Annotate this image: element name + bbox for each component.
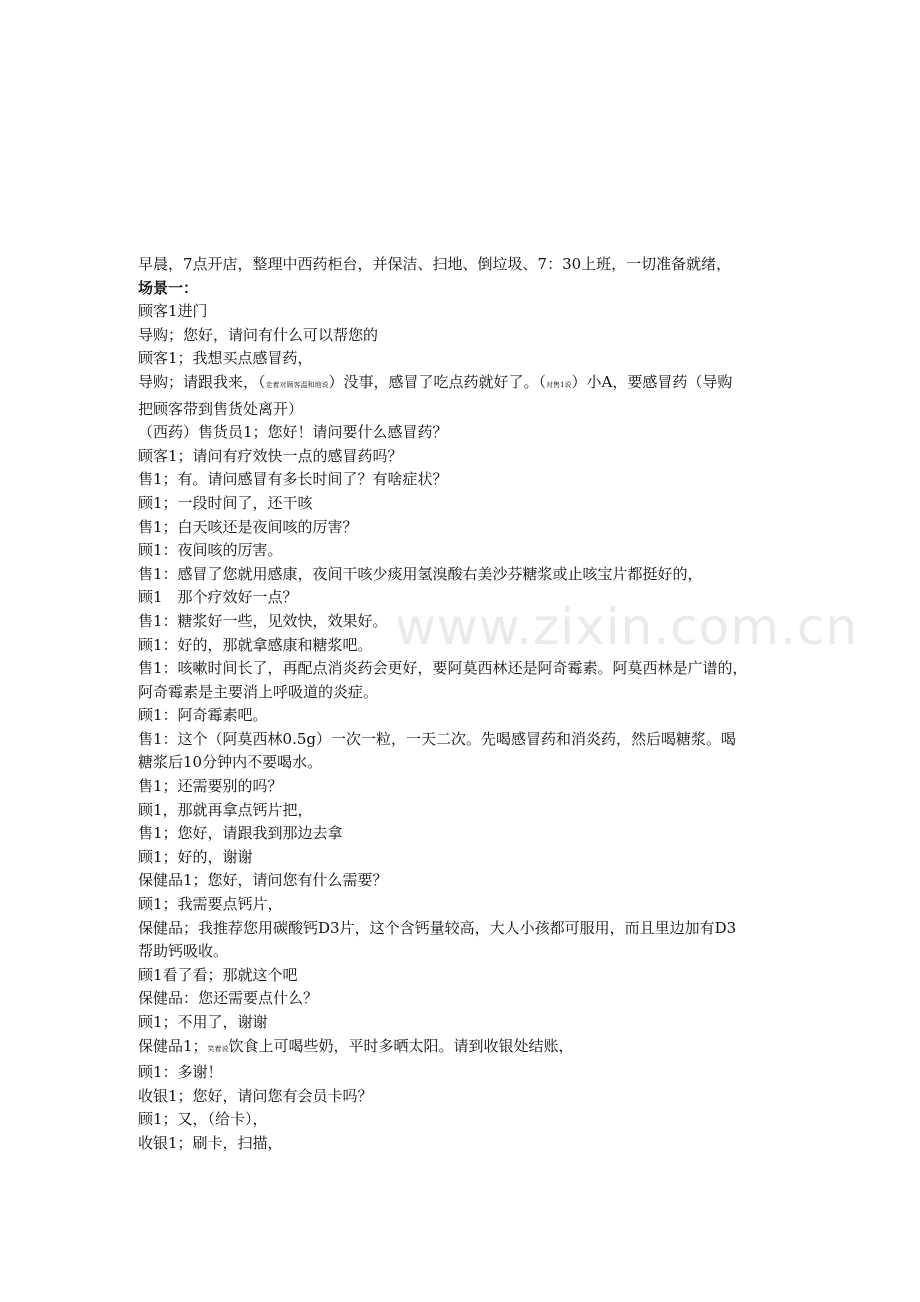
text-line: 售1：这个（阿莫西林0.5g）一次一粒，一天二次。先喝感冒药和消炎药，然后喝糖浆。喝 bbox=[138, 729, 737, 748]
line-segment: 饮食上可喝些奶，平时多晒太阳。请到收银处结账， bbox=[228, 1036, 574, 1055]
text-line: 早晨，7点开店，整理中西药柜台，并保洁、扫地、倒垃圾、7：30上班，一切准备就绪， bbox=[138, 255, 732, 273]
line-segment: 导购；请跟我来，（ bbox=[138, 372, 266, 391]
text-line: 帮助钙吸收。 bbox=[138, 942, 229, 961]
text-line: 顾1：多谢！ bbox=[138, 1063, 223, 1082]
line-segment: 保健品1； bbox=[138, 1036, 208, 1055]
text-line: 顾1；一段时间了，还干咳 bbox=[138, 493, 313, 512]
text-line: 售1：糖浆好一些，见效快，效果好。 bbox=[138, 611, 388, 630]
text-line: 售1；您好，请跟我到那边去拿 bbox=[138, 824, 343, 843]
text-line bbox=[138, 371, 788, 398]
text-line: 顾1；又，（给卡）， bbox=[138, 1110, 268, 1129]
text-line: 顾客1；请问有疗效快一点的感冒药吗？ bbox=[138, 446, 403, 465]
text-line: 顾客1；我想买点感冒药， bbox=[138, 349, 313, 368]
text-line: 顾1；我需要点钙片， bbox=[138, 895, 283, 914]
text-line: 保健品1；您好，请问您有什么需要？ bbox=[138, 871, 388, 890]
text-line: 把顾客带到售货处离开） bbox=[138, 399, 304, 418]
text-line: 收银1；刷卡，扫描， bbox=[138, 1133, 283, 1152]
text-line: 保健品；我推荐您用碳酸钙D3片，这个含钙量较高，大人小孩都可服用，而且里边加有D3 bbox=[138, 918, 737, 937]
watermark: www.zixin.com.cn bbox=[395, 598, 859, 656]
text-line: 售1：感冒了您就用感康，夜间干咳少痰用氢溴酸右美沙芬糖浆或止咳宝片都挺好的， bbox=[138, 564, 703, 583]
text-line bbox=[138, 1035, 788, 1062]
line-segment: ）没事，感冒了吃点药就好了。（ bbox=[328, 372, 547, 391]
section-heading: 场景一： bbox=[138, 278, 199, 297]
text-line: 顾1；不用了，谢谢 bbox=[138, 1013, 268, 1031]
text-line: 售1；还需要别的吗？ bbox=[138, 777, 283, 796]
text-line: 顾1，那就再拿点钙片把， bbox=[138, 800, 313, 819]
text-line: 顾1：好的，那就拿感康和糖浆吧。 bbox=[138, 635, 373, 654]
text-line: （西药）售货员1；您好！请问要什么感冒药？ bbox=[138, 423, 448, 442]
text-line: 收银1；您好，请问您有会员卡吗？ bbox=[138, 1086, 373, 1105]
stage-direction: 笑着说 bbox=[207, 1044, 229, 1053]
text-line: 顾1看了看；那就这个吧 bbox=[138, 965, 298, 984]
text-line: 阿奇霉素是主要消上呼吸道的炎症。 bbox=[138, 682, 379, 701]
text-line: 售1；有。请问感冒有多长时间了？有啥症状？ bbox=[138, 470, 448, 489]
text-line: 售1：咳嗽时间长了，再配点消炎药会更好，要阿莫西林还是阿奇霉素。阿莫西林是广谱的， bbox=[138, 659, 748, 678]
text-line: 顾1：阿奇霉素吧。 bbox=[138, 706, 268, 725]
text-line: 顾1：夜间咳的厉害。 bbox=[138, 541, 283, 560]
stage-direction: 走着对顾客温和地说 bbox=[265, 380, 329, 389]
script-body bbox=[138, 253, 788, 1156]
line-segment: ）小A，要感冒药（导购 bbox=[571, 372, 733, 391]
stage-direction: 对售1说 bbox=[546, 380, 572, 389]
text-line: 导购；您好，请问有什么可以帮您的 bbox=[138, 325, 379, 344]
text-line: 顾客1进门 bbox=[138, 302, 208, 321]
text-line: 顾1；好的，谢谢 bbox=[138, 847, 253, 866]
text-line: 糖浆后10分钟内不要喝水。 bbox=[138, 753, 323, 772]
text-line: 保健品：您还需要点什么？ bbox=[138, 989, 319, 1008]
text-line: 顾1 那个疗效好一点？ bbox=[138, 588, 298, 607]
text-line: 售1；白天咳还是夜间咳的厉害？ bbox=[138, 517, 358, 536]
